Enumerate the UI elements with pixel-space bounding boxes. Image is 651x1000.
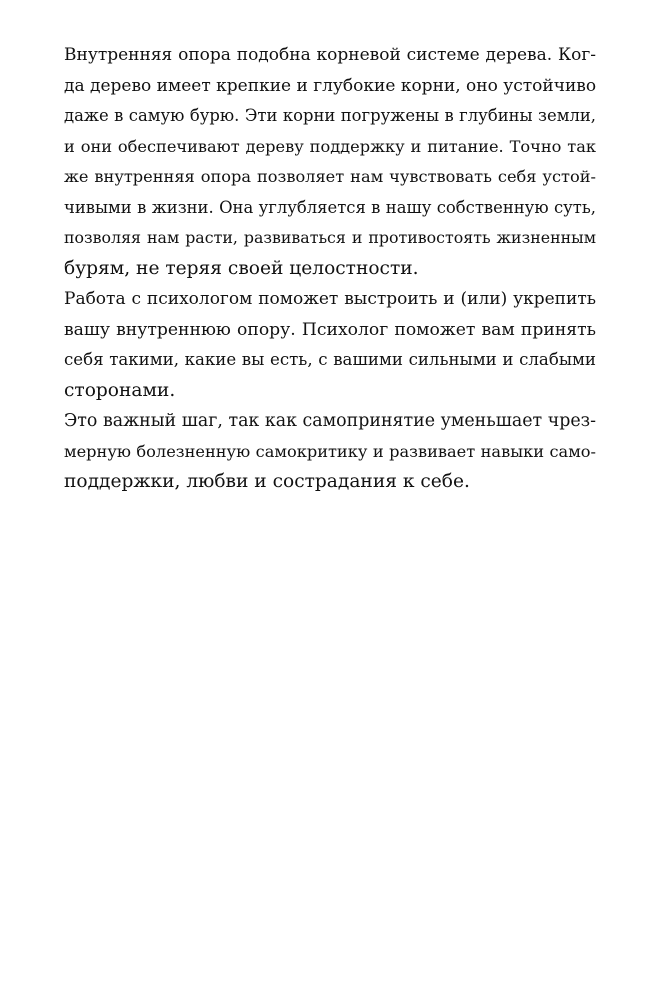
text-line: мерную болезненную самокритику и развивает навыки само- xyxy=(64,441,596,461)
text-line: Работа с психологом поможет выстроить и (или) укрепить xyxy=(64,289,596,309)
text-line: поддержки, любви и сострадания к себе. xyxy=(64,471,470,492)
paragraph-1 xyxy=(64,40,596,284)
text-line: даже в самую бурю. Эти корни погружены в глубины земли, xyxy=(64,106,596,125)
text-line: Это важный шаг, так как самопринятие уменьшает чрез- xyxy=(64,411,596,431)
body-text xyxy=(64,40,596,498)
text-line: и они обеспечивают дереву поддержку и питание. Точно так xyxy=(64,136,596,156)
text-line: себя такими, какие вы есть, с вашими сильными и слабыми xyxy=(64,350,596,369)
text-line: сторонами. xyxy=(64,379,176,401)
text-line: бурям, не теряя своей целостности. xyxy=(64,257,419,279)
paragraph-2 xyxy=(64,284,596,406)
text-line: вашу внутреннюю опору. Психолог поможет вам принять xyxy=(64,319,596,340)
text-line: да дерево имеет крепкие и глубокие корни, оно устойчиво xyxy=(64,75,597,96)
paragraph-3 xyxy=(64,406,596,498)
text-line: же внутренняя опора позволяет нам чувствовать себя устой- xyxy=(64,167,596,186)
text-line: чивыми в жизни. Она углубляется в нашу собственную суть, xyxy=(64,197,596,217)
text-line: позволяя нам расти, развиваться и противостоять жизненным xyxy=(64,228,596,247)
text-line: Внутренняя опора подобна корневой системе дерева. Ког- xyxy=(64,45,596,65)
